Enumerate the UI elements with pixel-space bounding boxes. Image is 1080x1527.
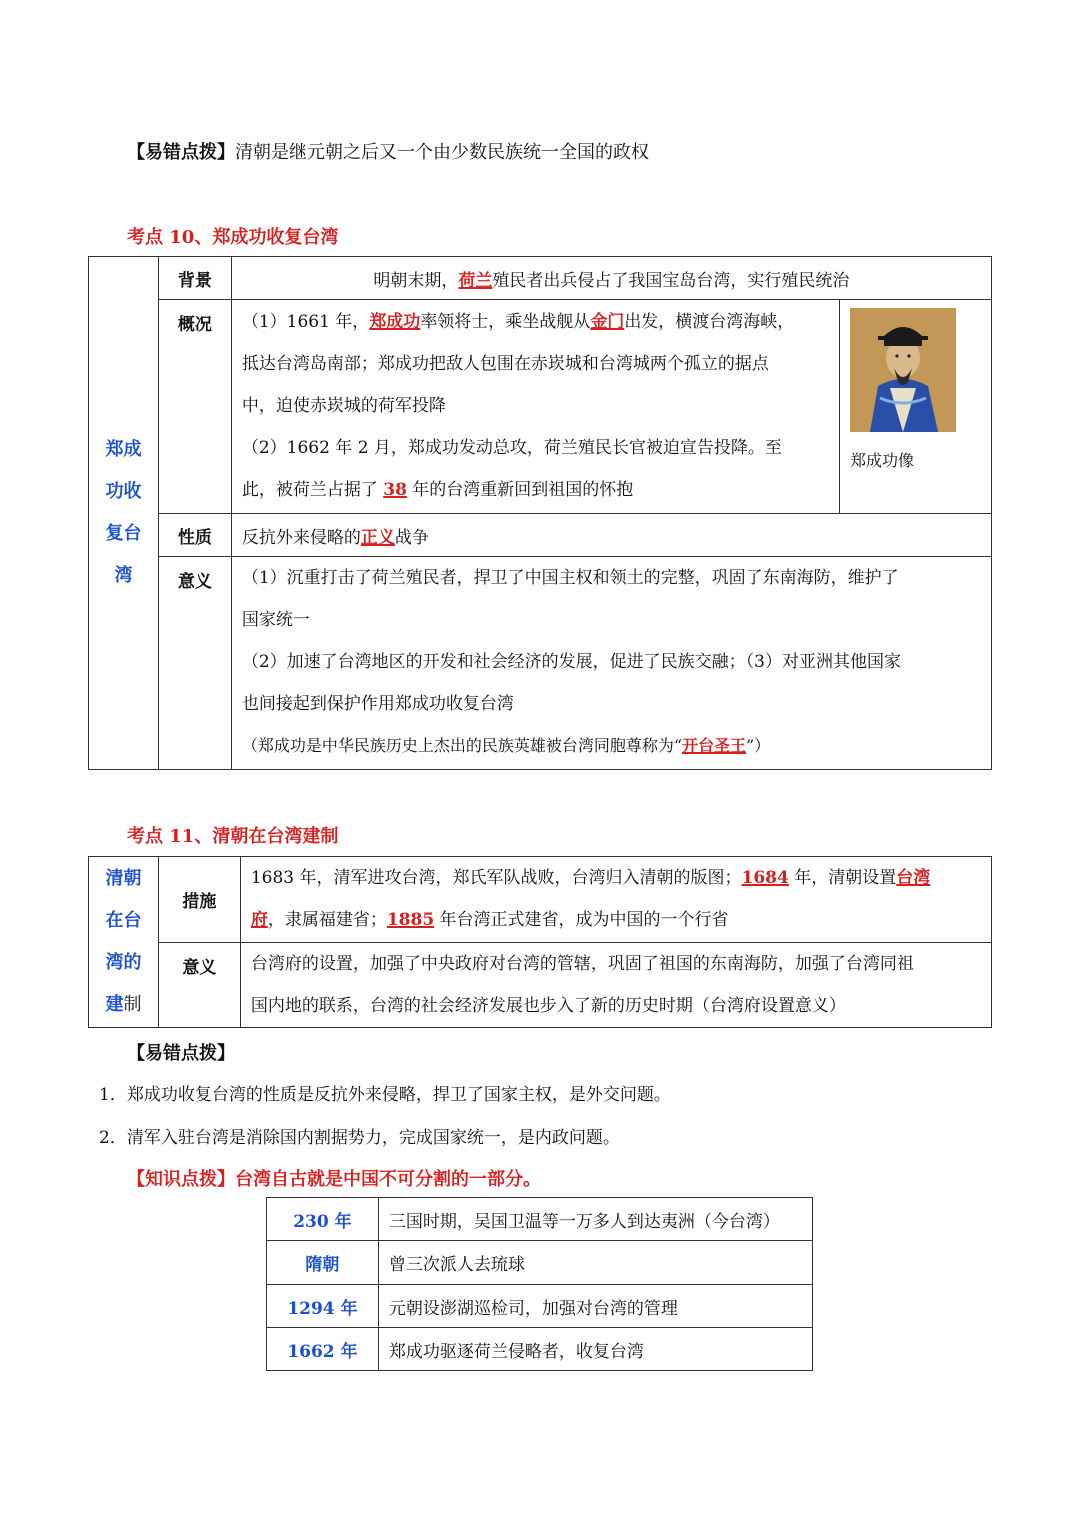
cs-l2a: ，隶属福建省；	[267, 910, 387, 930]
timeline-year: 1662 年	[267, 1328, 379, 1371]
timeline-year: 1294 年	[267, 1285, 379, 1328]
bg-highlight: 荷兰	[458, 270, 493, 291]
side-line: 湾	[114, 565, 133, 586]
section11-side	[89, 857, 159, 1028]
significance-text	[231, 557, 991, 770]
gk-highlight: 38	[383, 480, 407, 500]
cs-l1b: 年，清朝设置	[788, 868, 897, 888]
tip1	[127, 138, 649, 164]
yy-l4: 也间接起到保护作用郑成功收复台湾	[241, 694, 514, 714]
portrait-image	[850, 308, 956, 432]
tip2-item: 2．清军入驻台湾是消除国内割据势力，完成国家统一，是内政问题。	[99, 1128, 620, 1148]
portrait-cell	[840, 300, 992, 514]
label-significance: 意义	[158, 557, 231, 770]
side-line: 功收	[105, 481, 142, 502]
side-line: 清朝	[105, 868, 142, 889]
knowledge-label: 【知识点拨】	[127, 1169, 235, 1190]
timeline-event: 曾三次派人去琉球	[378, 1241, 812, 1285]
timeline-event: 元朝设澎湖巡检司，加强对台湾的管理	[378, 1285, 812, 1328]
yy-l2: 国家统一	[241, 610, 310, 630]
yy-l3: （2）加速了台湾地区的开发和社会经济的发展，促进了民族交融；（3）对亚洲其他国家	[241, 652, 901, 672]
yy-l5a: （郑成功是中华民族历史上杰出的民族英雄被台湾同胞尊称为“	[241, 736, 683, 755]
nature-text	[231, 514, 991, 557]
tip1-text: 清朝是继元朝之后又一个由少数民族统一全国的政权	[235, 142, 649, 163]
bg-post: 殖民者出兵侵占了我国宝岛台湾，实行殖民统治	[492, 270, 850, 291]
side-line: 建	[105, 994, 124, 1015]
timeline-year: 230 年	[267, 1198, 379, 1241]
section10-side	[89, 257, 159, 770]
yy-highlight: 开台圣王	[682, 736, 747, 755]
yy-l1: （1）沉重打击了荷兰殖民者，捍卫了中国主权和领土的完整，巩固了东南海防，维护了	[241, 568, 899, 588]
side-line: 在台	[105, 910, 142, 931]
gk-l5a: 此，被荷兰占据了	[241, 480, 384, 500]
section10-title: 考点 10、郑成功收复台湾	[127, 227, 339, 248]
gk-l3: 中，迫使赤崁城的荷军投降	[241, 396, 446, 416]
s11-yy-l2: 国内地的联系，台湾的社会经济发展也步入了新的历史时期（台湾府设置意义）	[250, 996, 846, 1016]
gk-l2: 抵达台湾岛南部；郑成功把敌人包围在赤崁城和台湾城两个孤立的据点	[241, 354, 769, 374]
bg-pre: 明朝末期，	[373, 270, 459, 291]
side-line: 郑成	[105, 439, 142, 460]
section11-title: 考点 11、清朝在台湾建制	[127, 826, 339, 847]
cs-l1a: 1683 年，清军进攻台湾，郑氏军队战败，台湾归入清朝的版图；	[250, 868, 742, 888]
tip2-item: 1．郑成功收复台湾的性质是反抗外来侵略，捍卫了国家主权，是外交问题。	[99, 1085, 671, 1105]
tip1-label: 【易错点拨】	[127, 142, 235, 163]
yy-l5b: ”）	[746, 736, 771, 755]
background-text	[231, 257, 991, 300]
timeline-table	[266, 1197, 813, 1371]
label-nature: 性质	[158, 514, 231, 557]
gk-l5b: 年的台湾重新回到祖国的怀抱	[406, 480, 634, 500]
xz-pre: 反抗外来侵略的	[241, 527, 361, 548]
label-background: 背景	[158, 257, 231, 300]
cs-l2b: 年台湾正式建省，成为中国的一个行省	[434, 910, 729, 930]
measures-text	[240, 857, 991, 943]
gk-highlight: 金门	[590, 312, 625, 332]
gk-l1a: （1）1661 年，	[241, 312, 370, 332]
gk-l1c: 出发，横渡台湾海峡，	[624, 312, 795, 332]
cs-highlight: 1885	[386, 910, 435, 930]
timeline-event: 郑成功驱逐荷兰侵略者，收复台湾	[378, 1328, 812, 1371]
gk-l1b: 率领将士，乘坐战舰从	[420, 312, 591, 332]
timeline-year: 隋朝	[267, 1241, 379, 1285]
portrait-caption: 郑成功像	[850, 451, 915, 470]
s11-yy-l1: 台湾府的设置，加强了中央政府对台湾的管辖，巩固了祖国的东南海防，加强了台湾同祖	[250, 954, 914, 974]
side-line: 湾的	[105, 952, 142, 973]
label-overview: 概况	[158, 300, 231, 514]
section11-table	[88, 856, 992, 1028]
label-significance-11: 意义	[158, 943, 240, 1028]
label-measures: 措施	[158, 857, 240, 943]
side-line: 复台	[105, 523, 142, 544]
xz-highlight: 正义	[360, 527, 395, 548]
section10-table	[88, 256, 992, 770]
timeline-event: 三国时期，吴国卫温等一万多人到达夷洲（今台湾）	[378, 1198, 812, 1241]
tip2-label: 【易错点拨】	[127, 1043, 235, 1064]
cs-highlight: 府	[250, 910, 268, 930]
gk-highlight: 郑成功	[369, 312, 421, 332]
xz-post: 战争	[394, 527, 429, 548]
side-line-last: 制	[123, 994, 142, 1015]
knowledge-text: 台湾自古就是中国不可分割的一部分。	[235, 1169, 541, 1190]
overview-text	[231, 300, 839, 514]
cs-highlight: 台湾	[896, 868, 931, 888]
cs-highlight: 1684	[741, 868, 789, 888]
significance-11-text	[240, 943, 991, 1028]
knowledge-tip	[127, 1165, 541, 1191]
gk-l4: （2）1662 年 2 月，郑成功发动总攻，荷兰殖民长官被迫宣告投降。至	[241, 438, 782, 458]
